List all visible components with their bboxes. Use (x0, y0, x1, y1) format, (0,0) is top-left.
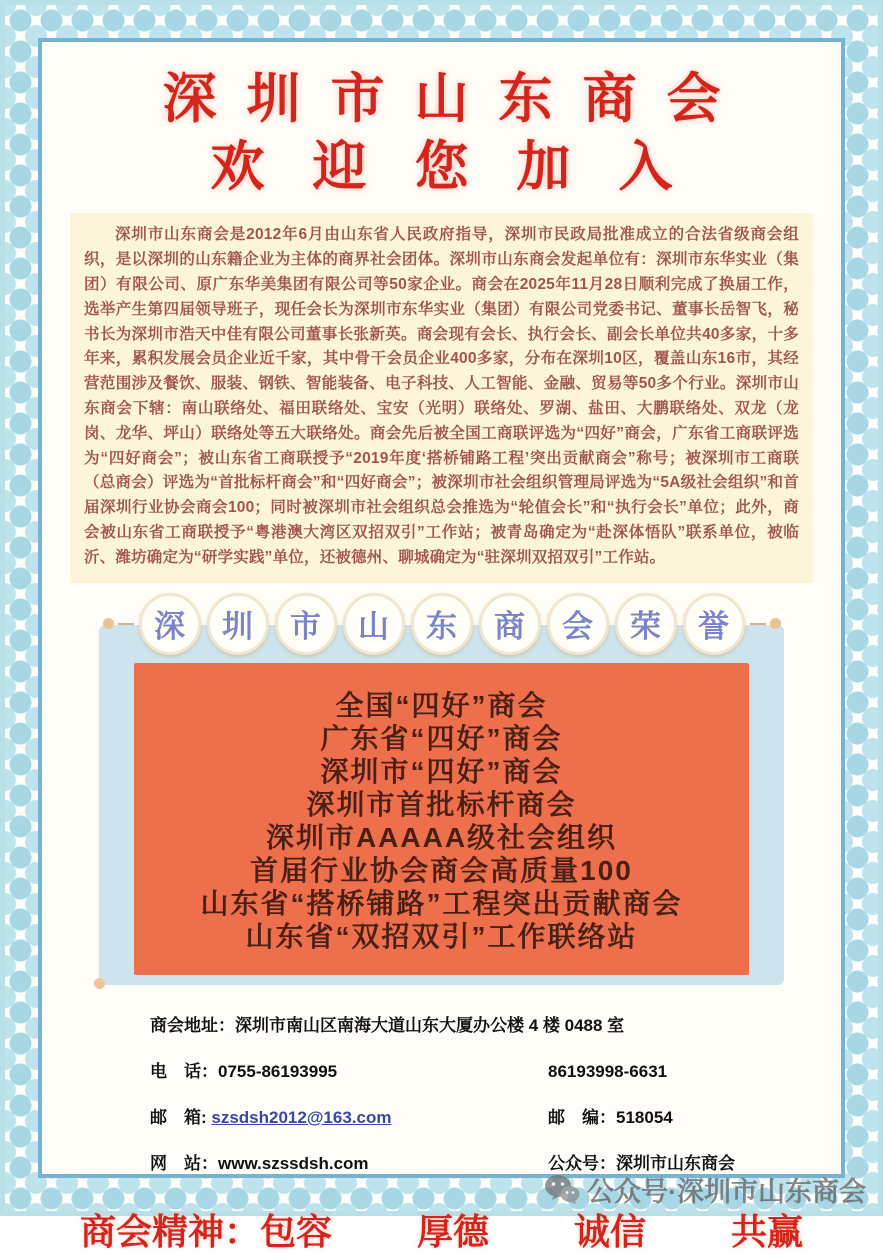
honor-header-char: 深 (154, 609, 185, 645)
poster-title-line1: 深圳市山东商会 (162, 69, 751, 129)
honor-header-char: 市 (290, 609, 321, 645)
contact-section (150, 1011, 818, 1174)
honor-item: 深圳市首批标杆商会 (306, 788, 577, 820)
honor-item: 山东省“搭桥铺路”工程突出贡献商会 (200, 887, 683, 919)
panel-corner-dot-icon (94, 978, 105, 989)
honor-header-circle (207, 593, 269, 655)
zip-value: 518054 (616, 1107, 673, 1127)
honor-header-circle (411, 593, 473, 655)
website-label: 网 站： (150, 1153, 218, 1173)
phone2-value: 86193998-6631 (548, 1061, 668, 1081)
watermark (544, 1170, 866, 1209)
phone-label: 电 话： (150, 1061, 218, 1081)
honor-header-char: 东 (426, 609, 457, 645)
spirit-line (80, 1204, 803, 1255)
honor-header-char: 商 (494, 609, 525, 645)
honor-header-circle (547, 593, 609, 655)
honor-header-circle (615, 593, 677, 655)
wechat-icon (544, 1174, 580, 1206)
honor-panel (99, 625, 784, 985)
honor-header (78, 593, 805, 655)
honor-header-circle (275, 593, 337, 655)
left-deco-dash (118, 623, 134, 625)
honor-header-circle (343, 593, 405, 655)
honor-item: 首届行业协会商会高质量100 (250, 854, 633, 886)
poster-inner (38, 38, 845, 1253)
address-label: 商会地址： (150, 1015, 235, 1035)
spirit-value: 共赢 (730, 1210, 803, 1253)
contact-phone-row (150, 1057, 818, 1082)
left-deco-dot-icon (103, 618, 114, 629)
contact-email-row (150, 1103, 818, 1128)
website-value: www.szssdsh.com (218, 1153, 369, 1173)
right-deco-dot-icon (770, 618, 781, 629)
spirit-value: 包容 (260, 1210, 333, 1253)
honor-header-char: 圳 (222, 609, 253, 645)
honor-item: 山东省“双招双引”工作联络站 (245, 920, 638, 952)
honor-header-char: 荣 (630, 609, 661, 645)
phone1-value: 0755-86193995 (218, 1061, 338, 1081)
spirit-value: 诚信 (573, 1210, 646, 1253)
email-link[interactable]: szsdsh2012@163.com (211, 1107, 392, 1127)
honor-item: 深圳市AAAAA级社会组织 (265, 821, 618, 853)
right-deco-dash (750, 623, 766, 625)
watermark-text: 公众号·深圳市山东商会 (587, 1177, 866, 1207)
intro-paragraph: 深圳市山东商会是2012年6月由山东省人民政府指导，深圳市民政局批准成立的合法省级商会组织，是以深圳的山东籍企业为主体的商界社会团体。深圳市山东商会发起单位有：深圳市东华实业（集团）有限公司、原广东华美集团有限公司等50家企业。商会在2025年11月28日顺利完成了换届工作，选举产生第四届领导班子，现任会长为深圳市东华实业（集团）有限公司党委书记、董事长岳智飞，秘书长为深圳市浩天中佳有限公司董事长张新英。商会现有会长、执行会长、副会长单位共40多家，十多年来，累积发展会员企业近千家，其中骨干会员企业400多家，分布在深圳10区，覆盖山东16市，其经营范围涉及餐饮、服装、钢铁、智能装备、电子科技、人工智能、金融、贸易等50多个行业。深圳市山东商会下辖：南山联络处、福田联络处、宝安（光明）联络处、罗湖、盐田、大鹏联络处、双龙（龙岗、龙华、坪山）联络处等五大联络处。商会先后被全国工商联评选为“四好”商会，广东省工商联评选为“四好商会”；被山东省工商联授予“2019年度‘搭桥铺路工程’突出贡献商会”称号；被深圳市工商联（总商会）评选为“首批标杆商会”和“四好商会”；被深圳市社会组织管理局评选为“5A级社会组织”和首届深圳行业协会商会100；同时被深圳市社会组织总会推选为“轮值会长”和“执行会长”单位；此外，商会被山东省工商联授予“粤港澳大湾区双招双引”工作站；被青岛确定为“赴深体悟队”联系单位，被临沂、潍坊确定为“研学实践”单位，还被德州、聊城确定为“驻深圳双招双引”工作站。 (70, 213, 813, 582)
wechat-label: 公众号： (548, 1153, 616, 1173)
poster-title-line2: 欢迎您加入 (210, 137, 721, 198)
contact-address-row (150, 1011, 818, 1036)
address-value: 深圳市南山区南海大道山东大厦办公楼 4 楼 0488 室 (235, 1015, 625, 1035)
spirit-label: 商会精神： (80, 1210, 261, 1253)
honor-header-circle (479, 593, 541, 655)
honor-item: 全国“四好”商会 (335, 689, 548, 721)
honor-item: 广东省“四好”商会 (320, 722, 563, 754)
honor-header-circle (139, 593, 201, 655)
spirit-value: 厚德 (417, 1210, 490, 1253)
honor-header-char: 山 (358, 609, 389, 645)
honor-header-char: 会 (562, 609, 593, 645)
wechat-value: 深圳市山东商会 (616, 1153, 735, 1173)
email-label: 邮 箱: (150, 1107, 212, 1127)
honor-header-char: 誉 (698, 609, 729, 645)
honor-list (134, 663, 749, 975)
honor-item: 深圳市“四好”商会 (320, 755, 563, 787)
honor-header-circle (683, 593, 745, 655)
spirit-label-group (80, 1204, 332, 1255)
zip-label: 邮 编： (548, 1107, 616, 1127)
